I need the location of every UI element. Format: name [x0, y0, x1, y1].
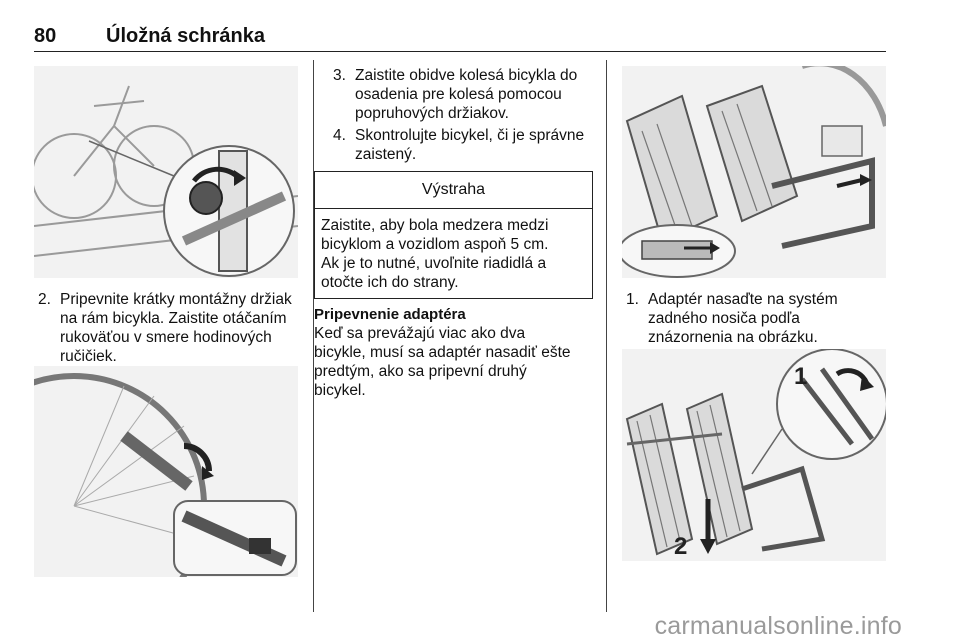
- step-2-number: 2.: [38, 291, 51, 308]
- step-4-text: Skontrolujte bicykel, či je správne zaistený.: [355, 127, 585, 163]
- step-2-text: Pripevnite krátky montážny držiak na rám bicykla. Zaistite otáčaním rukoväťou v smere hodinových ručičiek.: [60, 291, 292, 365]
- figure-adapter-rails: [622, 66, 886, 278]
- column-divider-right: [606, 60, 607, 612]
- step-1-text: Adaptér nasaďte na systém zadného nosiča podľa znázornenia na obrázku.: [648, 291, 838, 346]
- figure-wheel-strap: [34, 366, 298, 577]
- callout-1: 1: [794, 363, 808, 390]
- callout-2: 2: [674, 533, 688, 560]
- page-header: [34, 25, 886, 52]
- step-1-number: 1.: [626, 291, 639, 308]
- page-number: 80: [34, 25, 57, 47]
- warning-text: Zaistite, aby bola medzera medzi bicyklom a vozidlom aspoň 5 cm. Ak je to nutné, uvoľnite riadidlá a otočte ich do strany.: [321, 217, 549, 291]
- warning-box: [314, 171, 593, 299]
- step-4-number: 4.: [333, 127, 346, 144]
- step-3-text: Zaistite obidve kolesá bicykla do osadenia pre kolesá pomocou popruhových držiakov.: [355, 67, 578, 122]
- section-paragraph: Keď sa prevážajú viac ako dva bicykle, musí sa adaptér nasadiť ešte predtým, ako sa pripevní druhý bicykel.: [314, 325, 571, 399]
- figure-adapter-mount: [622, 349, 886, 561]
- watermark: carmanualsonline.info: [654, 612, 902, 640]
- warning-title: Výstraha: [315, 172, 592, 209]
- section-heading: Pripevnenie adaptéra: [314, 306, 466, 323]
- step-3-number: 3.: [333, 67, 346, 84]
- figure-bicycle-holder: [34, 66, 298, 278]
- page-title: Úložná schránka: [106, 25, 265, 47]
